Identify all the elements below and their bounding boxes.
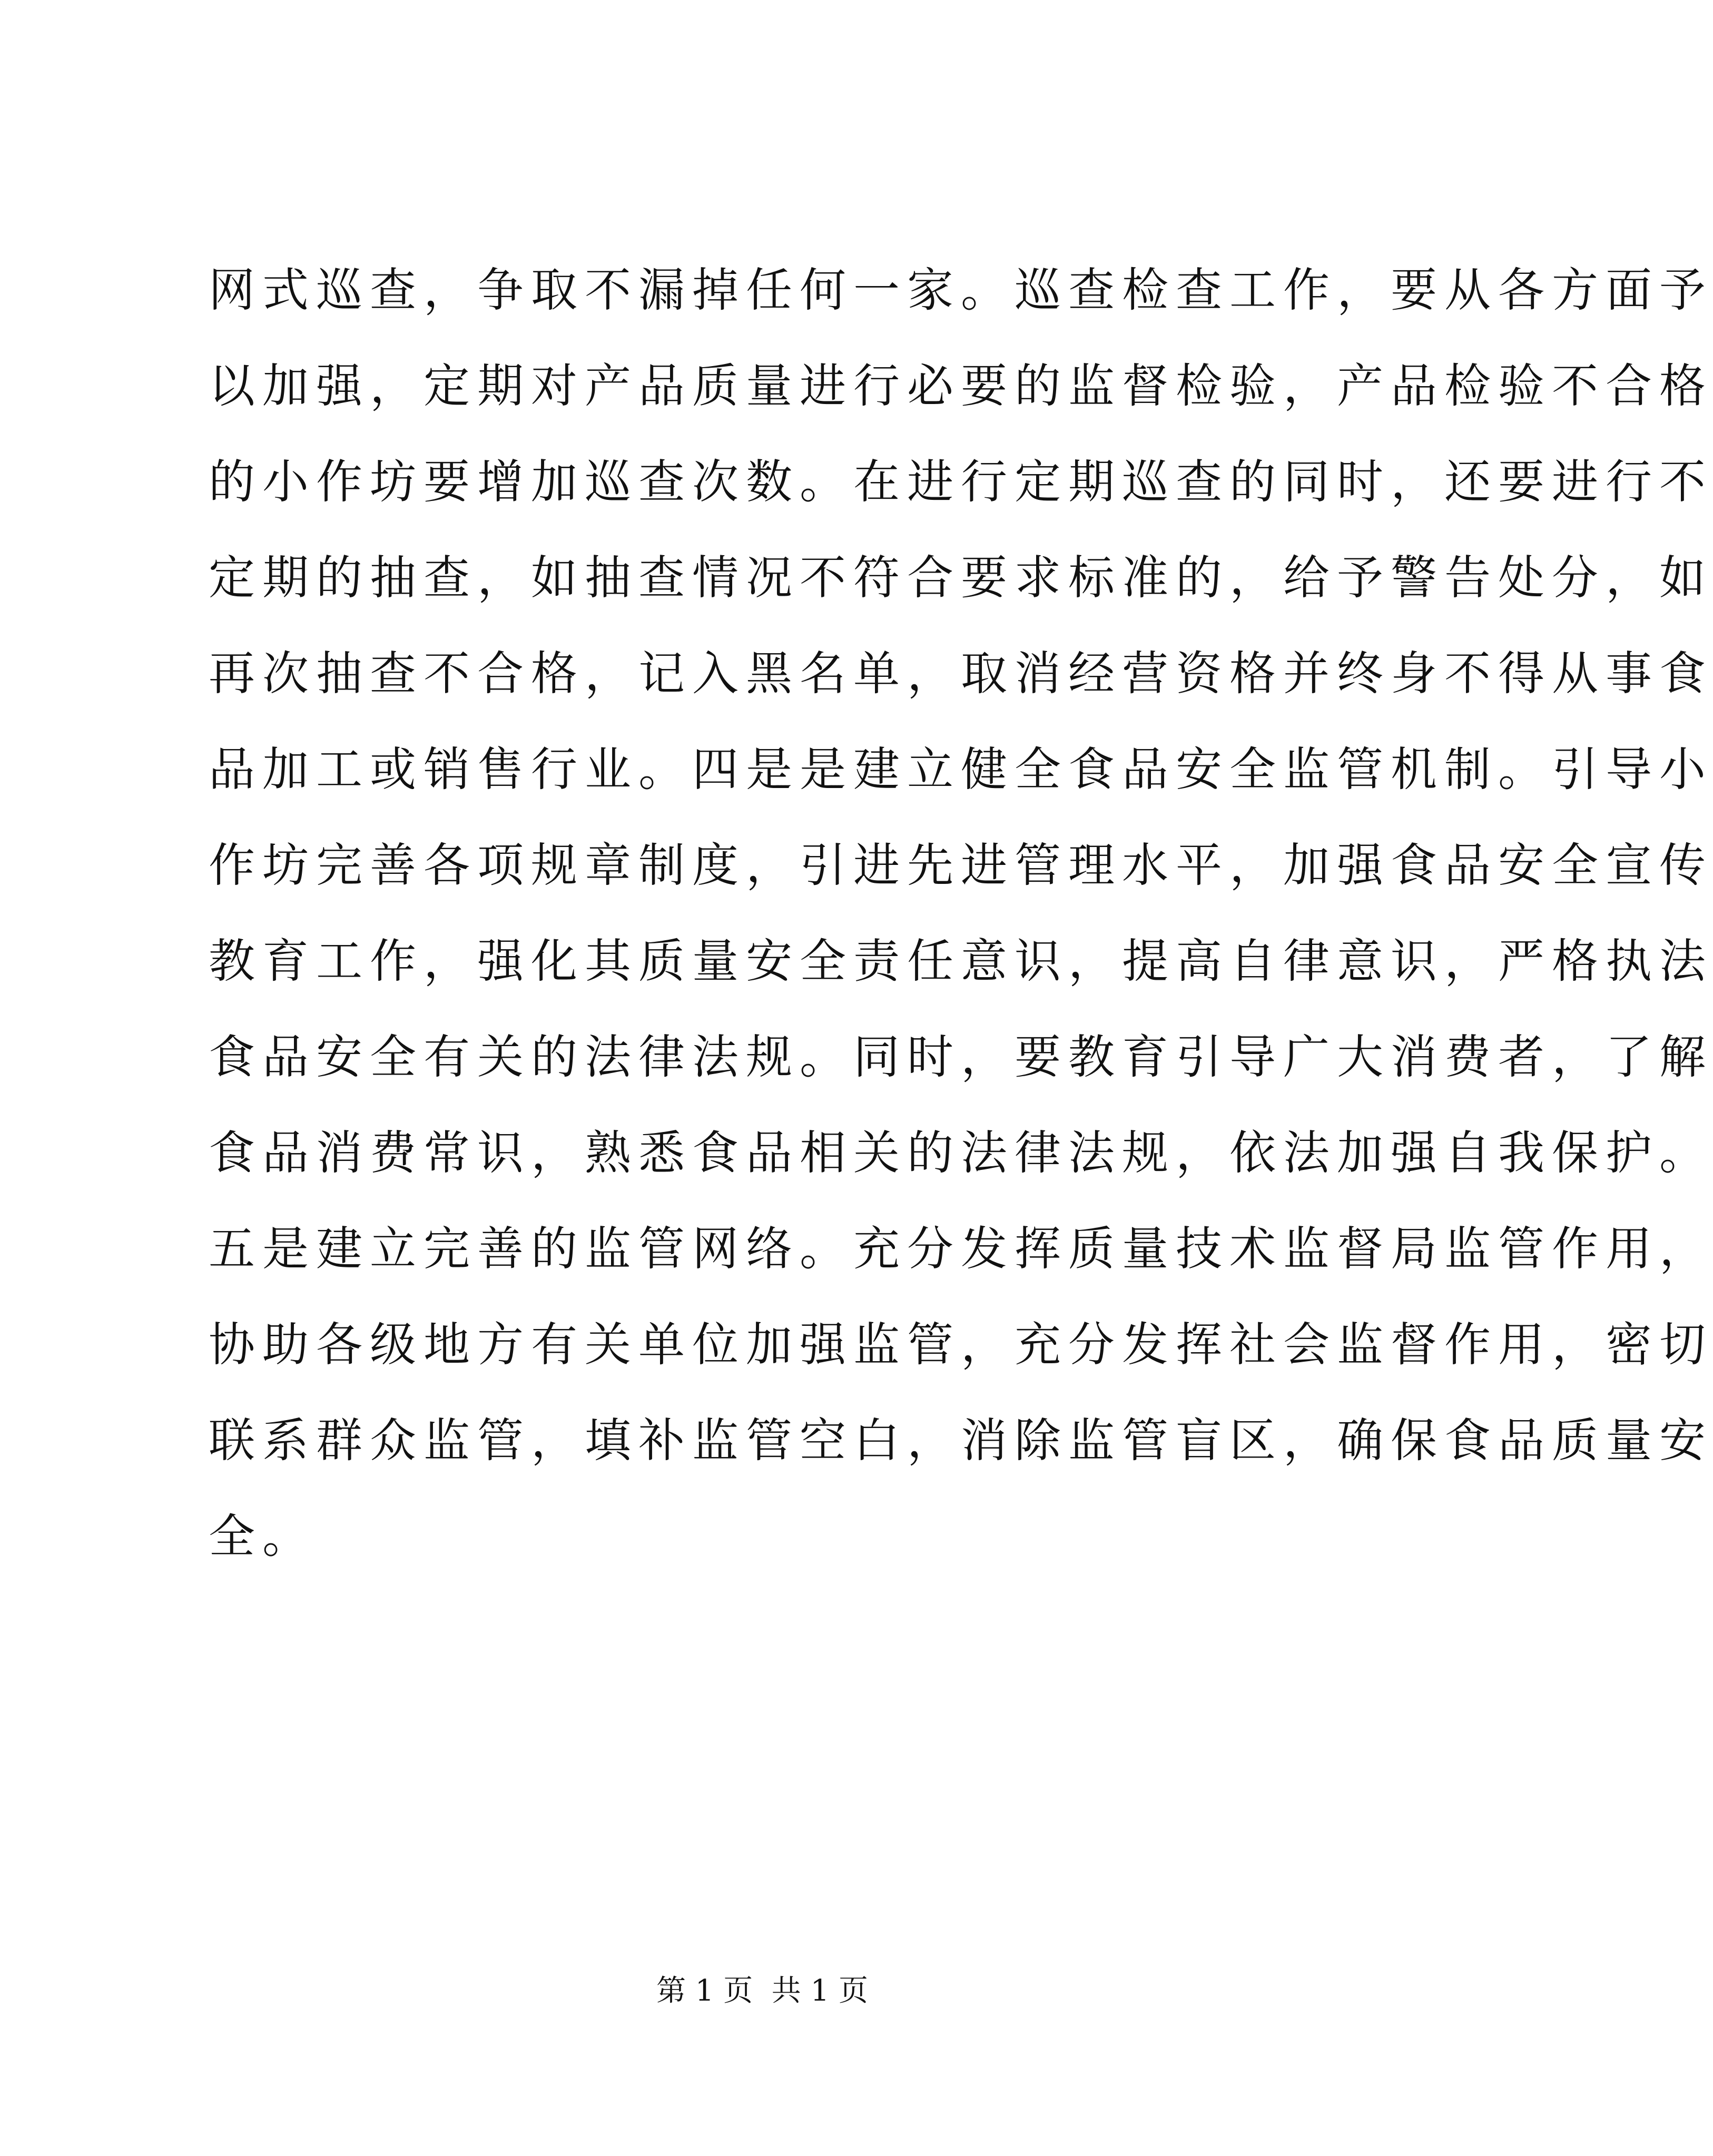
text-line: 再次抽查不合格，记入黑名单，取消经营资格并终身不得从事食 bbox=[209, 646, 1713, 701]
text-line: 食品安全有关的法律法规。同时，要教育引导广大消费者，了解 bbox=[209, 1030, 1713, 1084]
text-line: 以加强，定期对产品质量进行必要的监督检验，产品检验不合格 bbox=[209, 359, 1713, 413]
text-line: 教育工作，强化其质量安全责任意识，提高自律意识，严格执法 bbox=[209, 934, 1713, 988]
text-line: 食品消费常识，熟悉食品相关的法律法规，依法加强自我保护。 bbox=[209, 1126, 1713, 1180]
text-line: 协助各级地方有关单位加强监管，充分发挥社会监督作用，密切 bbox=[209, 1317, 1713, 1372]
page-footer: 第 1 页 共 1 页 bbox=[656, 1974, 869, 2008]
text-line: 五是建立完善的监管网络。充分发挥质量技术监督局监管作用， bbox=[209, 1222, 1713, 1276]
body-paragraph bbox=[209, 242, 1713, 1584]
text-line: 作坊完善各项规章制度，引进先进管理水平，加强食品安全宣传 bbox=[209, 838, 1713, 892]
text-line: 网式巡查，争取不漏掉任何一家。巡查检查工作，要从各方面予 bbox=[209, 263, 1713, 317]
text-line: 全。 bbox=[209, 1509, 317, 1563]
text-line: 定期的抽查，如抽查情况不符合要求标准的，给予警告处分，如 bbox=[209, 550, 1713, 605]
text-line: 的小作坊要增加巡查次数。在进行定期巡查的同时，还要进行不 bbox=[209, 455, 1713, 509]
text-line: 品加工或销售行业。四是是建立健全食品安全监管机制。引导小 bbox=[209, 742, 1713, 796]
text-line: 联系群众监管，填补监管空白，消除监管盲区，确保食品质量安 bbox=[209, 1413, 1713, 1468]
